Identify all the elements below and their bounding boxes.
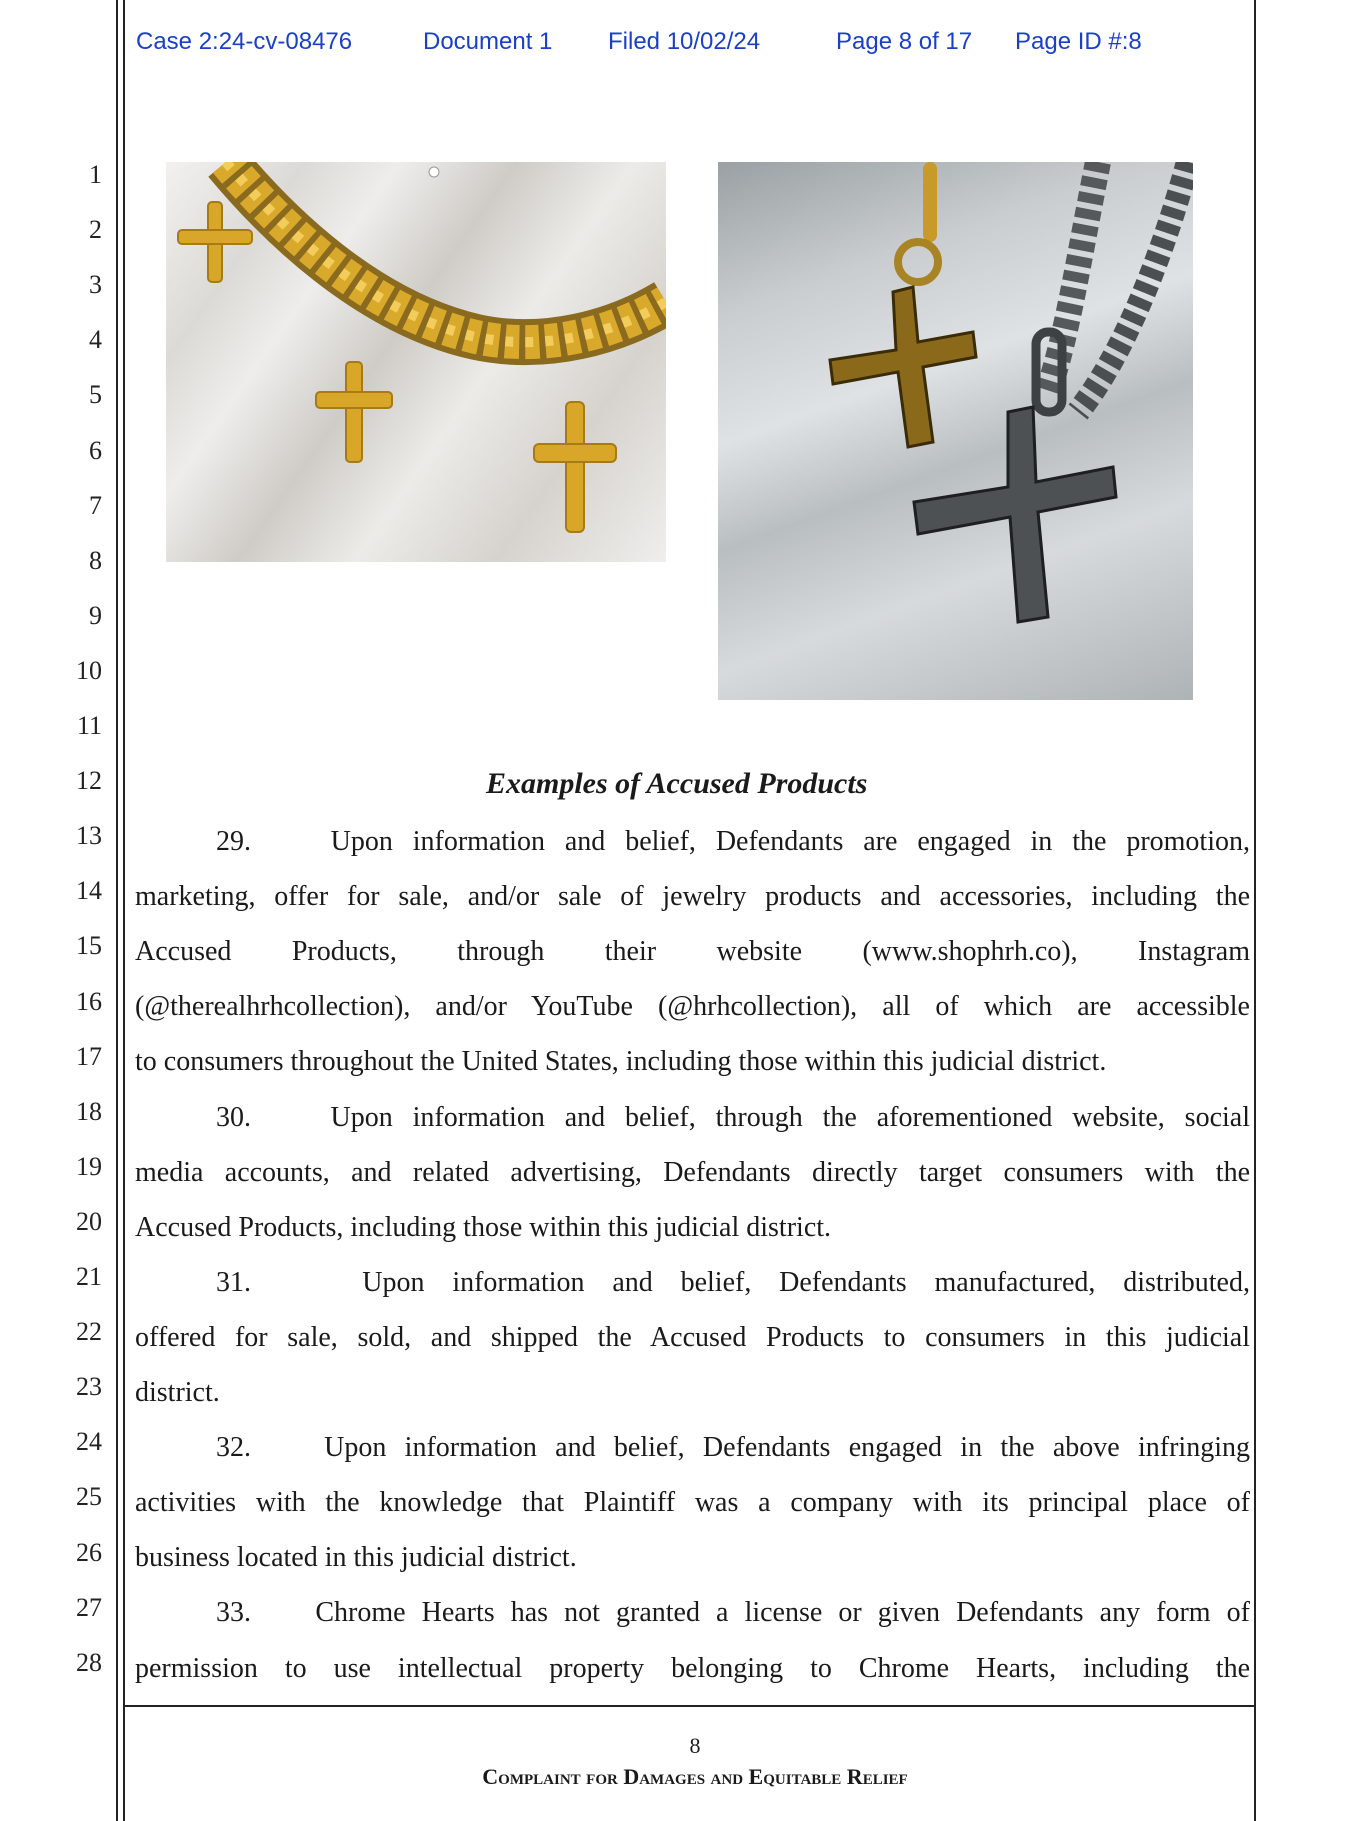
- body-line: permission to use intellectual property belonging to Chrome Hearts, including the: [135, 1652, 1250, 1684]
- line-number: 4: [89, 325, 102, 355]
- line-number: 18: [76, 1096, 102, 1126]
- line-number: 10: [76, 655, 102, 685]
- footer-title: Complaint for Damages and Equitable Relief: [482, 1764, 908, 1789]
- footer-page-number: 8: [689, 1733, 701, 1758]
- line-number: 12: [76, 766, 102, 796]
- filed-date: Filed 10/02/24: [608, 28, 761, 55]
- line-number: 19: [76, 1151, 102, 1181]
- line-number: 16: [76, 986, 102, 1016]
- body-line: activities with the knowledge that Plaintiff was a company with its principal place of: [135, 1487, 1250, 1519]
- body-line: Accused Products, through their website (www.shophrh.co), Instagram: [135, 936, 1250, 968]
- line-number: 27: [76, 1592, 102, 1622]
- line-number: 20: [76, 1206, 102, 1236]
- line-number: 28: [76, 1647, 102, 1677]
- page-count: Page 8 of 17: [836, 28, 973, 55]
- body-line: to consumers throughout the United States, including those within this judicial district.: [135, 1046, 1107, 1078]
- footer-rule: [125, 1705, 1256, 1707]
- document-number: Document 1: [423, 28, 553, 55]
- case-number: Case 2:24-cv-08476: [136, 28, 353, 55]
- body-line: district.: [135, 1377, 220, 1408]
- product-photo-cross-pendants: [718, 162, 1193, 700]
- line-number: 23: [76, 1372, 102, 1402]
- line-number: 11: [76, 711, 102, 740]
- line-number: 2: [89, 215, 102, 245]
- body-line: 29. Upon information and belief, Defendants are engaged in the promotion,: [216, 826, 1250, 857]
- body-line: Accused Products, including those within this judicial district.: [135, 1211, 832, 1243]
- body-line: 31. Upon information and belief, Defendants manufactured, distributed,: [216, 1266, 1250, 1298]
- line-number: 26: [76, 1537, 102, 1567]
- figure-caption: Examples of Accused Products: [486, 767, 868, 800]
- line-number: 1: [89, 160, 102, 189]
- line-number: 24: [76, 1427, 102, 1457]
- margin-rule-right: [1254, 0, 1256, 1821]
- line-number: 5: [89, 380, 102, 410]
- line-number: 14: [76, 876, 102, 906]
- body-line: 32. Upon information and belief, Defendants engaged in the above infringing: [216, 1432, 1250, 1464]
- line-number: 9: [89, 600, 102, 630]
- line-number: 8: [89, 545, 102, 575]
- line-number: 25: [76, 1482, 102, 1512]
- body-line: business located in this judicial district.: [135, 1542, 577, 1574]
- product-photo-gold-chain: [166, 162, 666, 562]
- gold-chain-image: [166, 162, 666, 562]
- body-line: (@therealhrhcollection), and/or YouTube (@hrhcollection), all of which are accessible: [135, 991, 1250, 1023]
- body-line: marketing, offer for sale, and/or sale of jewelry products and accessories, including the: [135, 881, 1250, 913]
- cross-pendants-image: [718, 162, 1193, 700]
- line-number: 6: [89, 435, 102, 465]
- line-number: 13: [76, 821, 102, 851]
- body-line: 30. Upon information and belief, through the aforementioned website, social: [216, 1101, 1250, 1133]
- line-number: 15: [76, 931, 102, 961]
- line-number: 22: [76, 1317, 102, 1347]
- body-line: media accounts, and related advertising, Defendants directly target consumers with the: [135, 1156, 1250, 1188]
- line-number: 17: [76, 1041, 102, 1071]
- line-number: 7: [89, 490, 102, 520]
- margin-rule-left-inner: [123, 0, 125, 1821]
- body-line: 33. Chrome Hearts has not granted a license or given Defendants any form of: [216, 1597, 1250, 1629]
- line-number: 3: [89, 270, 102, 300]
- line-number: 21: [76, 1262, 102, 1291]
- margin-rule-left-outer: [116, 0, 118, 1821]
- page-id: Page ID #:8: [1015, 28, 1142, 55]
- body-line: offered for sale, sold, and shipped the Accused Products to consumers in this judicial: [135, 1321, 1250, 1353]
